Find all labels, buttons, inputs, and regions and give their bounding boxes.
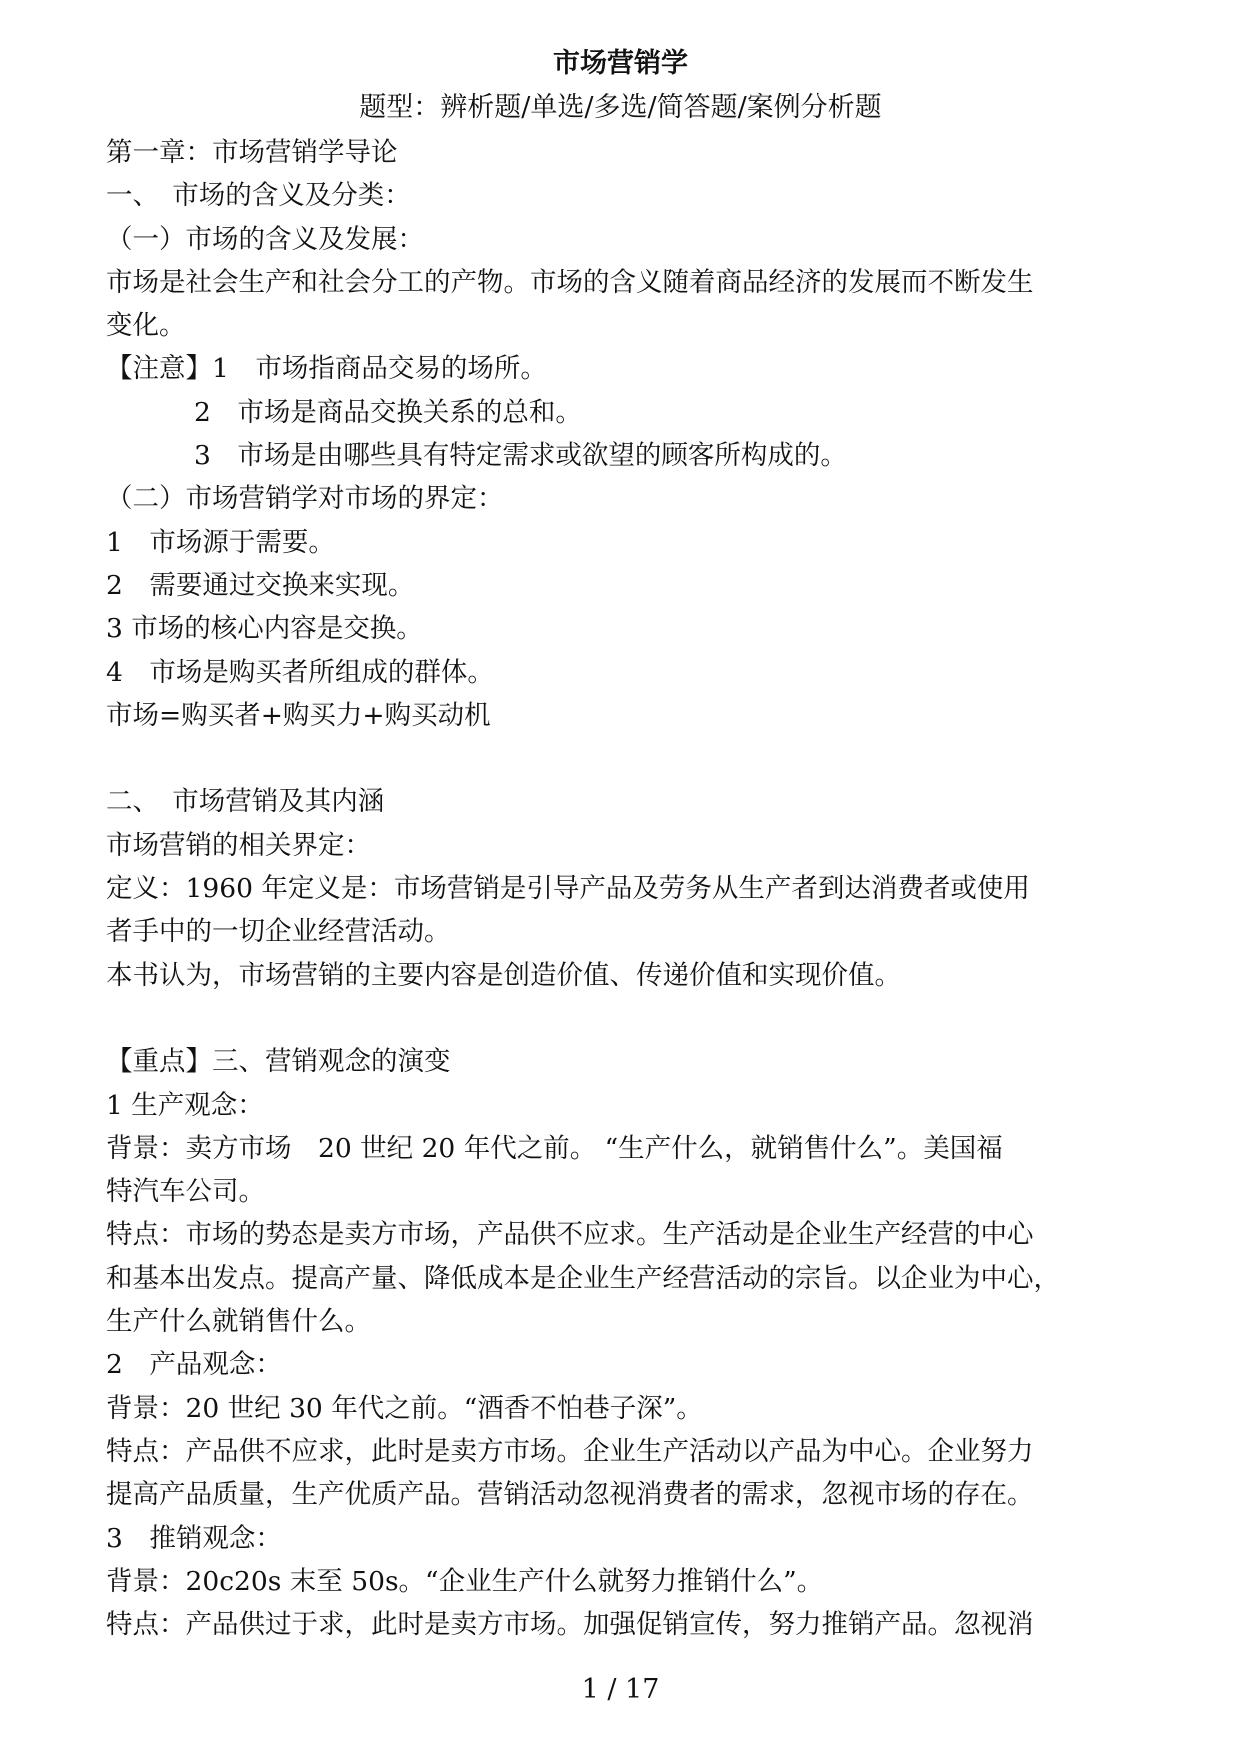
paragraph-line: 背景：卖方市场 20 世纪 20 年代之前。 “生产什么，就销售什么”。美国福 bbox=[106, 1132, 1003, 1164]
paragraph-line: 市场是社会生产和社会分工的产物。市场的含义随着商品经济的发展而不断发生 bbox=[106, 266, 1034, 298]
document-title: 市场营销学 bbox=[553, 48, 688, 79]
subsection-heading: （一）市场的含义及发展： bbox=[106, 223, 424, 255]
page-number: 1 / 17 bbox=[581, 1674, 660, 1705]
concept-heading: 1 生产观念： bbox=[106, 1089, 264, 1121]
paragraph-line: 生产什么就销售什么。 bbox=[106, 1306, 371, 1338]
blank-line bbox=[106, 997, 1146, 1040]
paragraph-line: 特点：产品供不应求，此时是卖方市场。企业生产活动以产品为中心。企业努力 bbox=[106, 1435, 1034, 1467]
paragraph-line: 背景：20c20s 末至 50s。“企业生产什么就努力推销什么”。 bbox=[106, 1565, 824, 1597]
paragraph-line: 特点：市场的势态是卖方市场，产品供不应求。生产活动是企业生产经营的中心 bbox=[106, 1219, 1034, 1251]
section-heading: 一、 市场的含义及分类： bbox=[106, 180, 411, 212]
paragraph-line: 和基本出发点。提高产量、降低成本是企业生产经营活动的宗旨。以企业为中心， bbox=[106, 1262, 1060, 1294]
concept-heading: 3 推销观念： bbox=[106, 1522, 282, 1554]
section-heading: 二、 市场营销及其内涵 bbox=[106, 786, 385, 818]
list-item: 4 市场是购买者所组成的群体。 bbox=[106, 656, 494, 688]
subsection-heading: （二）市场营销学对市场的界定： bbox=[106, 483, 504, 515]
paragraph-line: 特点：产品供过于求，此时是卖方市场。加强促销宣传，努力推销产品。忽视消 bbox=[106, 1609, 1034, 1641]
paragraph-line: 变化。 bbox=[106, 310, 186, 342]
paragraph-line: 定义：1960 年定义是：市场营销是引导产品及劳务从生产者到达消费者或使用 bbox=[106, 873, 1030, 905]
concept-heading: 2 产品观念： bbox=[106, 1349, 282, 1381]
note-item: 3 市场是由哪些具有特定需求或欲望的顾客所构成的。 bbox=[194, 440, 847, 472]
question-types-subtitle: 题型：辨析题/单选/多选/简答题/案例分析题 bbox=[359, 92, 882, 123]
document-body bbox=[106, 131, 1146, 1646]
list-item: 2 需要通过交换来实现。 bbox=[106, 569, 415, 601]
paragraph-line: 本书认为，市场营销的主要内容是创造价值、传递价值和实现价值。 bbox=[106, 959, 901, 991]
paragraph-line: 市场营销的相关界定： bbox=[106, 829, 371, 861]
paragraph-line: 背景：20 世纪 30 年代之前。“酒香不怕巷子深”。 bbox=[106, 1392, 703, 1424]
paragraph-line: 特汽车公司。 bbox=[106, 1176, 265, 1208]
list-item: 3 市场的核心内容是交换。 bbox=[106, 613, 423, 645]
paragraph-line: 者手中的一切企业经营活动。 bbox=[106, 916, 451, 948]
formula-line: 市场=购买者+购买力+购买动机 bbox=[106, 699, 491, 731]
section-heading: 【重点】三、营销观念的演变 bbox=[106, 1046, 451, 1078]
chapter-heading: 第一章：市场营销学导论 bbox=[106, 137, 398, 168]
note-item: 2 市场是商品交换关系的总和。 bbox=[194, 396, 582, 428]
list-item: 1 市场源于需要。 bbox=[106, 526, 335, 558]
note-item: 【注意】1 市场指商品交易的场所。 bbox=[106, 353, 547, 385]
blank-line bbox=[106, 737, 1146, 780]
paragraph-line: 提高产品质量，生产优质产品。营销活动忽视消费者的需求，忽视市场的存在。 bbox=[106, 1479, 1034, 1511]
